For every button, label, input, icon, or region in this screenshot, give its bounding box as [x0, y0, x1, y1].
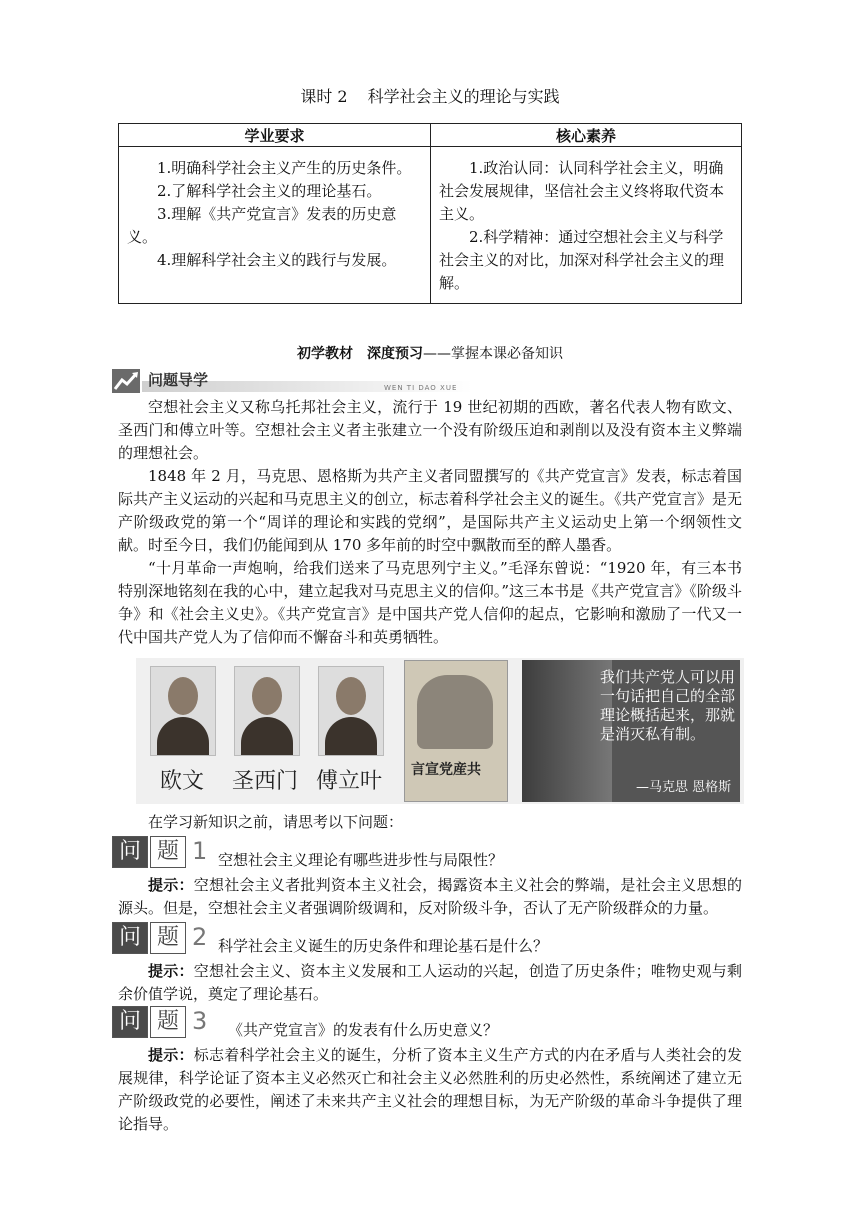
question-1-label — [112, 836, 207, 870]
statue-picture — [522, 660, 612, 802]
intro-text — [118, 396, 742, 649]
question-3-label — [112, 1006, 207, 1040]
literacy-item: 2.科学精神：通过空想社会主义与科学社会主义的对比，加深对科学社会主义的理解。 — [439, 228, 725, 292]
hint-label: 提示： — [148, 1046, 194, 1064]
quote-image — [522, 660, 740, 802]
question-char: 题 — [150, 836, 186, 868]
question-char: 问 — [112, 1006, 148, 1038]
hint-text: 标志着科学社会主义的诞生，分析了资本主义生产方式的内在矛盾与人类社会的发展规律，科学论证了资本主义必然灭亡和社会主义必然胜利的历史必然性，系统阐述了建立无产阶级政党的必要性，阐述了未来共产主义社会的理想目标，为无产阶级的革命斗争提供了理论指导。 — [118, 1046, 742, 1133]
lesson-title — [0, 84, 860, 107]
question-2-label — [112, 922, 207, 956]
question-char: 问 — [112, 922, 148, 954]
prompt: 在学习新知识之前，请思考以下问题： — [148, 813, 404, 831]
intro-paragraph: 1848 年 2 月，马克思、恩格斯为共产主义者同盟撰写的《共产党宣言》发表，标志着国际共产主义运动的兴起和马克思主义的创立，标志着科学社会主义的诞生。《共产党宣言》是无产阶级政党的第一个“周详的理论和实践的党纲”，是国际共产主义运动史上第一个纲领性文献。时至今日，我们仍能闻到从 170 多年前的时空中飘散而至的醉人墨香。 — [118, 467, 742, 554]
name-saint-simon: 圣西门 — [232, 769, 299, 794]
hint-1 — [118, 874, 742, 920]
lesson-number: 课时 2 — [300, 87, 348, 106]
section-heading — [0, 343, 860, 363]
requirement-item: 1.明确科学社会主义产生的历史条件。 — [157, 159, 412, 177]
portrait-owen — [150, 666, 216, 756]
hint-text: 空想社会主义者批判资本主义社会，揭露资本主义社会的弊端，是社会主义思想的源头。但是，空想社会主义者强调阶级调和，反对阶级斗争，否认了无产阶级群众的力量。 — [118, 876, 742, 917]
hint-text: 空想社会主义、资本主义发展和工人运动的兴起，创造了历史条件；唯物史观与剩余价值学说，奠定了理论基石。 — [118, 962, 742, 1003]
question-guide-banner — [112, 368, 492, 394]
question-char: 题 — [150, 1006, 186, 1038]
section-heading-bold: 初学教材 深度预习 — [297, 346, 423, 362]
requirement-item: 3.理解《共产党宣言》发表的历史意义。 — [127, 205, 397, 246]
literacy-item: 1.政治认同：认同科学社会主义，明确社会发展规律，坚信社会主义终将取代资本主义。 — [439, 159, 725, 223]
hint-2 — [118, 960, 742, 1006]
portrait-saint-simon — [234, 666, 300, 756]
requirement-item: 4.理解科学社会主义的践行与发展。 — [157, 251, 397, 269]
core-literacy-cell — [431, 147, 742, 304]
hint-3 — [118, 1044, 742, 1136]
name-owen: 欧文 — [160, 769, 205, 794]
question-char: 问 — [112, 836, 148, 868]
quote-author: —马克思 恩格斯 — [636, 780, 732, 795]
question-1-text: 空想社会主义理论有哪些进步性与局限性？ — [218, 851, 504, 869]
illustration-image — [136, 658, 744, 804]
header-core-literacy: 核心素养 — [431, 124, 742, 147]
book-title: 言宣党産共 — [411, 762, 481, 778]
question-char: 题 — [150, 922, 186, 954]
academic-requirements-cell — [119, 147, 431, 304]
question-2-text: 科学社会主义诞生的历史条件和理论基石是什么？ — [218, 937, 549, 955]
hint-label: 提示： — [148, 876, 194, 894]
question-number: 1 — [192, 837, 208, 865]
banner-pinyin: WEN TI DAO XUE — [384, 384, 458, 392]
trend-chart-icon — [112, 369, 140, 393]
requirement-item: 2.了解科学社会主义的理论基石。 — [157, 182, 382, 200]
banner-label: 问题导学 — [148, 371, 209, 389]
quote-text: 我们共产党人可以用一句话把自己的全部理论概括起来，那就是消灭私有制。 — [600, 668, 736, 743]
marx-engels-portrait — [417, 675, 493, 749]
manifesto-book-cover — [404, 660, 508, 802]
prompt-text — [118, 811, 742, 834]
question-number: 3 — [192, 1007, 208, 1035]
section-heading-rest: ——掌握本课必备知识 — [423, 346, 563, 362]
header-academic-requirements: 学业要求 — [119, 124, 431, 147]
portrait-fourier — [318, 666, 384, 756]
name-fourier: 傅立叶 — [316, 769, 383, 794]
question-number: 2 — [192, 923, 208, 951]
lesson-name: 科学社会主义的理论与实践 — [367, 87, 560, 106]
intro-paragraph: 空想社会主义又称乌托邦社会主义，流行于 19 世纪初期的西欧，著名代表人物有欧文、圣西门和傅立叶等。空想社会主义者主张建立一个没有阶级压迫和剥削以及没有资本主义弊端的理想社会。 — [118, 398, 742, 462]
intro-paragraph: “十月革命一声炮响，给我们送来了马克思列宁主义。”毛泽东曾说：“1920 年，有三本书特别深地铭刻在我的心中，建立起我对马克思主义的信仰。”这三本书是《共产党宣言》《阶级斗争》和《社会主义史》。《共产党宣言》是中国共产党人信仰的起点，它影响和激励了一代又一代中国共产党人为了信仰而不懈奋斗和英勇牺牲。 — [118, 559, 742, 646]
question-3-text: 《共产党宣言》的发表有什么历史意义？ — [228, 1021, 499, 1039]
hint-label: 提示： — [148, 962, 194, 980]
requirements-table — [118, 123, 742, 304]
